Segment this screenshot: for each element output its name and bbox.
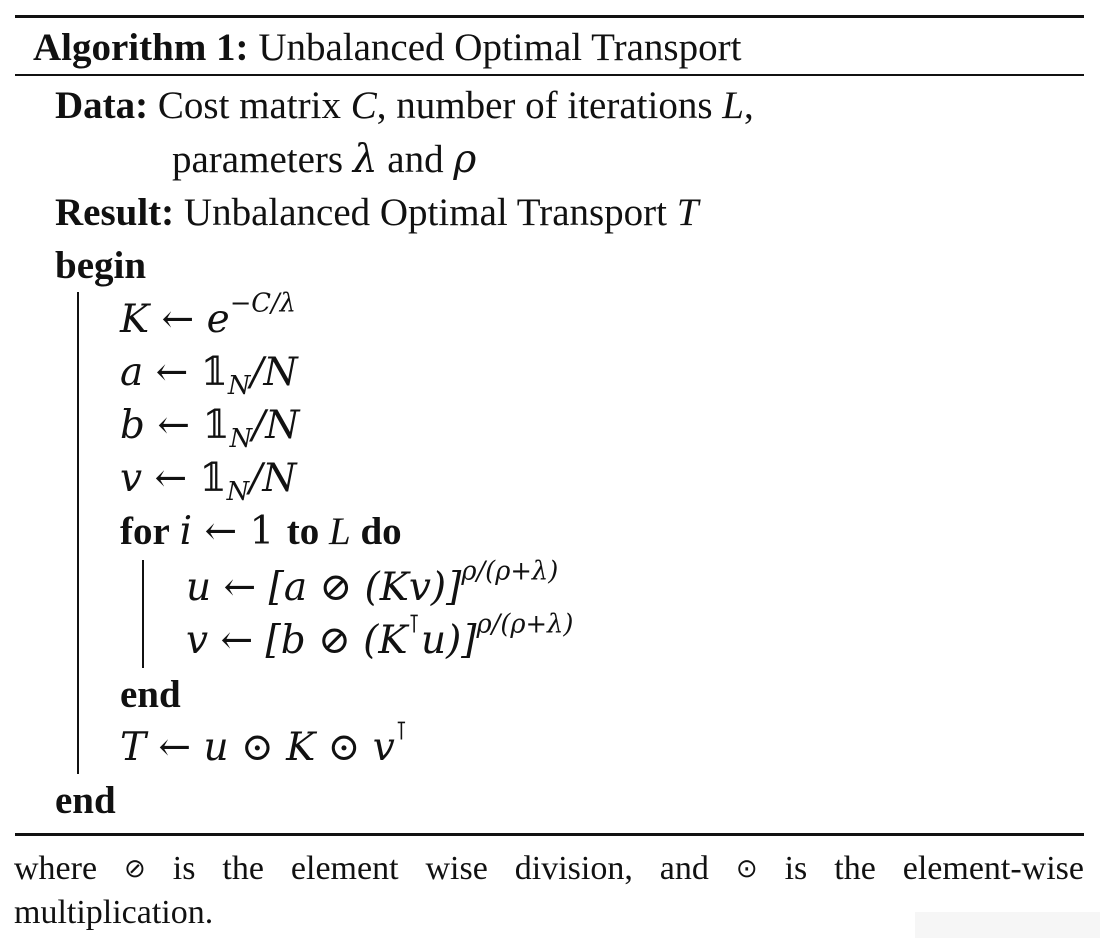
caption-line-1	[14, 848, 1084, 892]
caption-text-2: is the element wise division, and	[145, 850, 736, 887]
var-u: u	[186, 565, 212, 610]
v-expression-part1: [b ⊘ (K	[265, 618, 408, 663]
algorithm-title: Unbalanced Optimal Transport	[258, 26, 742, 69]
divide-N: /N	[252, 403, 300, 448]
exponent: ρ/(ρ+λ)	[461, 556, 559, 587]
range-start: ← 1	[192, 509, 287, 554]
end-for-keyword: end	[120, 673, 181, 716]
end-keyword: end	[55, 779, 116, 822]
background-patch	[915, 912, 1100, 938]
for-keyword: for	[120, 510, 170, 553]
top-rule	[15, 15, 1084, 18]
var-L: L	[328, 510, 351, 553]
subscript-N: N	[227, 371, 251, 401]
step-v	[120, 456, 297, 507]
algorithm-heading	[33, 28, 741, 67]
var-C: C	[350, 84, 377, 127]
ones-vector: 𝟙	[202, 403, 230, 448]
v-expression-part2: u)]	[420, 618, 477, 663]
var-rho: ρ	[453, 137, 477, 182]
begin-block-bar	[77, 292, 79, 774]
algorithm-label: Algorithm 1:	[33, 26, 249, 69]
step-T	[120, 716, 409, 770]
exponent: −C/λ	[229, 288, 296, 319]
for-block-bar	[142, 560, 144, 668]
data-label: Data:	[55, 84, 149, 127]
assign-arrow: ←	[144, 403, 203, 448]
ones-vector: 𝟙	[199, 456, 227, 501]
divide-N: /N	[250, 350, 298, 395]
to-keyword: to	[286, 510, 320, 553]
assign-arrow: ←	[143, 350, 201, 395]
var-e: e	[206, 297, 230, 342]
ones-vector: 𝟙	[200, 350, 228, 395]
data-text-1: Cost matrix	[157, 84, 351, 127]
subscript-N: N	[229, 424, 253, 454]
result-text: Unbalanced Optimal Transport	[183, 191, 677, 234]
heading-rule	[15, 74, 1084, 76]
assign-arrow: ←	[142, 456, 200, 501]
data-line-2	[172, 137, 477, 182]
u-expression: [a ⊘ (Kv)]	[268, 565, 462, 610]
var-v: v	[120, 456, 143, 501]
transpose-mark: ⊺	[407, 609, 421, 640]
step-b	[120, 403, 300, 454]
data-text-2: , number of iterations	[376, 84, 723, 127]
oslash-symbol: ⊘	[124, 854, 146, 884]
update-v	[186, 609, 574, 663]
var-b: b	[120, 403, 145, 448]
for-line	[120, 509, 402, 554]
divide-N: /N	[249, 456, 297, 501]
var-lambda: λ	[352, 137, 378, 182]
data-text-3: ,	[743, 84, 754, 127]
update-u	[186, 556, 559, 610]
var-T: T	[676, 191, 699, 234]
var-L: L	[722, 84, 744, 127]
data-text-5: and	[377, 138, 454, 181]
var-T: T	[120, 725, 147, 770]
T-expression: u ⊙ K ⊙ v	[203, 725, 395, 770]
assign-arrow: ←	[208, 618, 266, 663]
begin-keyword: begin	[55, 244, 147, 287]
result-line	[55, 193, 698, 232]
data-line-1	[55, 86, 754, 125]
do-keyword: do	[360, 510, 402, 553]
caption-text-1: where	[14, 850, 125, 887]
exponent: ρ/(ρ+λ)	[476, 609, 574, 640]
var-a: a	[120, 350, 144, 395]
step-K	[120, 288, 296, 342]
odot-symbol: ⊙	[735, 854, 758, 884]
assign-arrow: ←	[149, 297, 207, 342]
assign-arrow: ←	[146, 725, 204, 770]
data-text-4: parameters	[172, 138, 353, 181]
caption-line-2: multiplication.	[14, 894, 214, 931]
var-i: i	[179, 509, 193, 554]
var-v: v	[186, 618, 209, 663]
subscript-N: N	[226, 477, 250, 507]
transpose-mark: ⊺	[394, 716, 409, 747]
var-K: K	[120, 297, 150, 342]
assign-arrow: ←	[211, 565, 269, 610]
result-label: Result:	[55, 191, 175, 234]
caption-text-3: is the element-wise	[757, 850, 1085, 887]
step-a	[120, 350, 298, 401]
bottom-rule	[15, 833, 1084, 836]
